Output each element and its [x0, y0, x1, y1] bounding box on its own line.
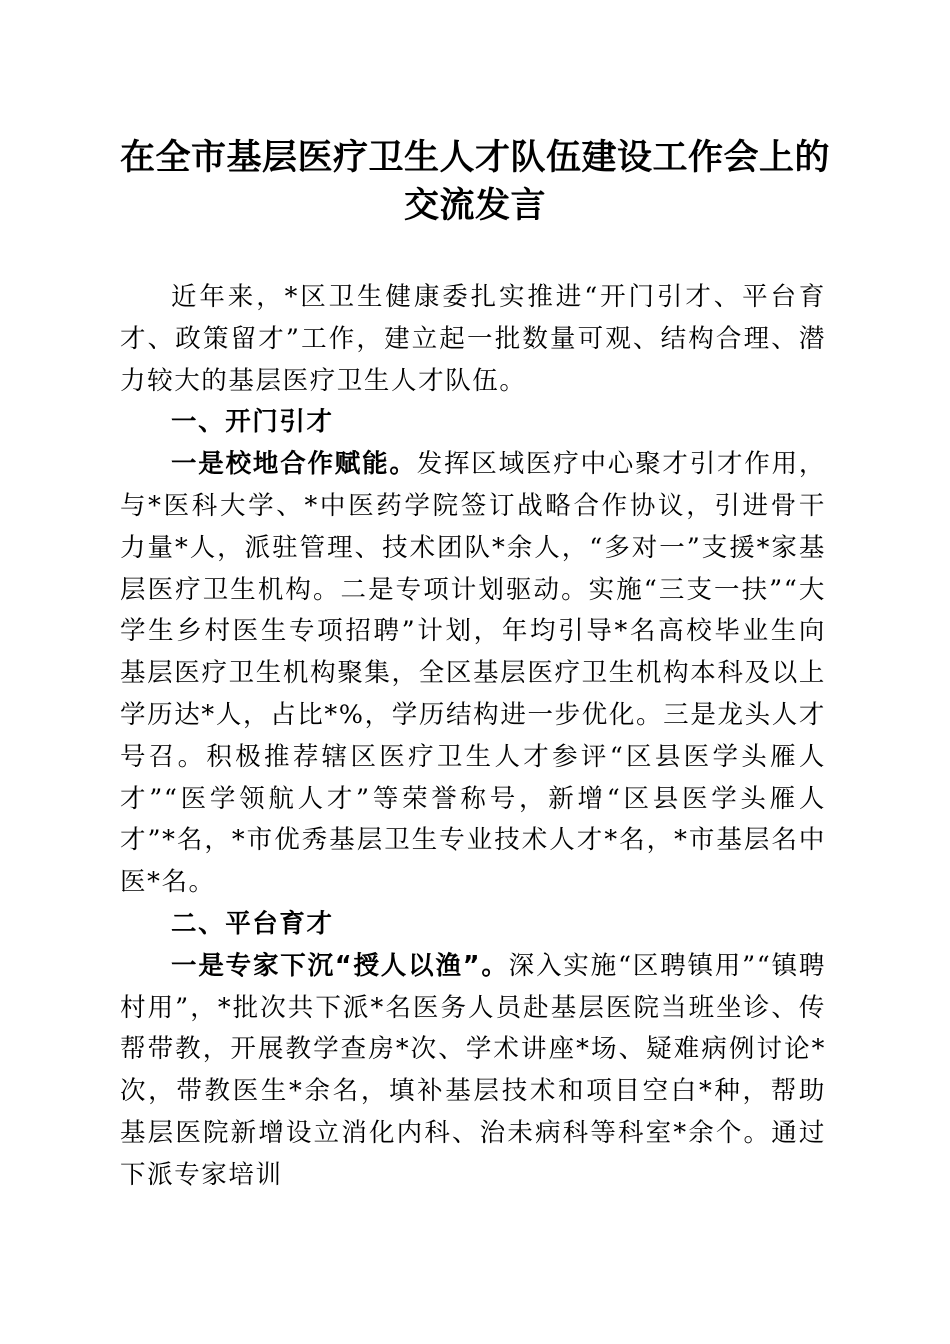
section-1-paragraph — [120, 444, 826, 904]
section-2-paragraph — [120, 946, 826, 1197]
section-1-text: 发挥区域医疗中心聚才引才作用，与*医科大学、*中医药学院签订战略合作协议，引进骨干力量*人，派驻管理、技术团队*余人，“多对一”支援*家基层医疗卫生机构。二是专项计划驱动。实施“三支一扶”“大学生乡村医生专项招聘”计划，年均引导*名高校毕业生向基层医疗卫生机构聚集，全区基层医疗卫生机构本科及以上学历达*人，占比*%，学历结构进一步优化。三是龙头人才号召。积极推荐辖区医疗卫生人才参评“区县医学头雁人才”“医学领航人才”等荣誉称号，新增“区县医学头雁人才”*名，*市优秀基层卫生专业技术人才*名，*市基层名中医*名。 — [120, 449, 826, 898]
document-title — [100, 134, 850, 230]
intro-paragraph: 近年来，*区卫生健康委扎实推进“开门引才、平台育才、政策留才”工作，建立起一批数量可观、结构合理、潜力较大的基层医疗卫生人才队伍。 — [120, 282, 826, 396]
title-line-1: 在全市基层医疗卫生人才队伍建设工作会上的 — [119, 137, 830, 178]
section-2-lead: 一是专家下沉“授人以渔”。 — [171, 950, 509, 981]
section-2-text: 深入实施“区聘镇用”“镇聘村用”，*批次共下派*名医务人员赴基层医院当班坐诊、传帮带教，开展教学查房*次、学术讲座*场、疑难病例讨论*次，带教医生*余名，填补基层技术和项目空白*种，帮助基层医院新增设立消化内科、治未病科等科室*余个。通过下派专家培训 — [120, 950, 826, 1190]
section-1-lead: 一是校地合作赋能。 — [171, 449, 417, 480]
document-body — [120, 277, 826, 1197]
title-line-2: 交流发言 — [403, 185, 546, 226]
section-1-heading: 一、开门引才 — [171, 407, 334, 438]
section-2-heading: 二、平台育才 — [171, 908, 334, 939]
